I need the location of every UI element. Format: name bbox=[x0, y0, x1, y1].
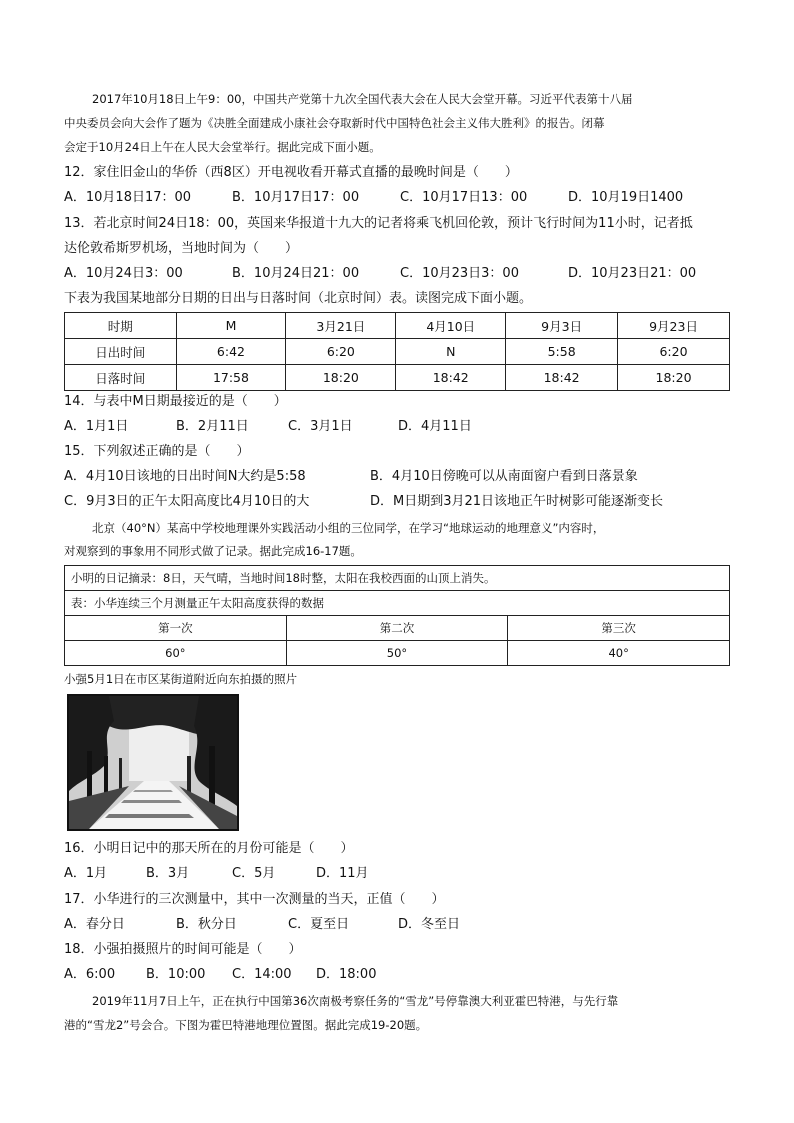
sunrise-sunset-table bbox=[64, 312, 730, 391]
q13-option-c: C．10月23日3：00 bbox=[400, 266, 519, 281]
table1-cell: 17:58 bbox=[176, 365, 286, 391]
q15-option-a: A．4月10日该地的日出时间N大约是5:58 bbox=[64, 469, 306, 484]
diary-excerpt: 小明的日记摘录：8日，天气晴，当地时间18时整，太阳在我校西面的山顶上消失。 bbox=[65, 566, 730, 591]
q13-option-d: D．10月23日21：00 bbox=[568, 266, 697, 281]
q15-option-b: B．4月10日傍晚可以从南面窗户看到日落景象 bbox=[370, 469, 638, 484]
table1-row-sunrise bbox=[65, 339, 730, 365]
q16-option-c: C．5月 bbox=[232, 866, 276, 881]
table1-row-sunset bbox=[65, 365, 730, 391]
table1-cell: 6:20 bbox=[286, 339, 396, 365]
q18-stem: 18．小强拍摄照片的时间可能是（ ） bbox=[64, 942, 302, 957]
table1-cell: 18:42 bbox=[506, 365, 618, 391]
table1-cell: 日出时间 bbox=[65, 339, 177, 365]
q18-option-d: D．18:00 bbox=[316, 967, 377, 982]
q15-option-c: C．9月3日的正午太阳高度比4月10日的大 bbox=[64, 494, 310, 509]
table1-cell: 5:58 bbox=[506, 339, 618, 365]
q12-stem: 12．家住旧金山的华侨（西8区）开电视收看开幕式直播的最晚时间是（ ） bbox=[64, 165, 518, 180]
q15-option-d: D．M日期到3月21日该地正午时树影可能逐渐变长 bbox=[370, 494, 664, 509]
q17-option-c: C．夏至日 bbox=[288, 917, 350, 932]
q16-option-d: D．11月 bbox=[316, 866, 369, 881]
q12-option-d: D．10月19日1400 bbox=[568, 190, 684, 205]
table1-header-cell: 4月10日 bbox=[396, 313, 506, 339]
table2-value-cell: 60° bbox=[65, 641, 287, 666]
q13-stem-line2: 达伦敦希斯罗机场，当地时间为（ ） bbox=[64, 241, 299, 256]
q14-option-b: B．2月11日 bbox=[176, 419, 249, 434]
table1-intro: 下表为我国某地部分日期的日出与日落时间（北京时间）表。读图完成下面小题。 bbox=[64, 291, 533, 306]
street-photo-image bbox=[69, 696, 237, 829]
q17-option-a: A．春分日 bbox=[64, 917, 125, 932]
table1-header-cell: M bbox=[176, 313, 286, 339]
table1-cell: 18:20 bbox=[286, 365, 396, 391]
intro3-line1: 2019年11月7日上午，正在执行中国第36次南极考察任务的“雪龙”号停靠澳大利亚霍巴特港，与先行靠 bbox=[92, 994, 619, 1008]
q14-option-a: A．1月1日 bbox=[64, 419, 129, 434]
table2-value-cell: 40° bbox=[508, 641, 730, 666]
intro1-line3: 会定于10月24日上午在人民大会堂举行。据此完成下面小题。 bbox=[64, 140, 381, 154]
intro3-line2: 港的“雪龙2”号会合。下图为霍巴特港地理位置图。据此完成19-20题。 bbox=[64, 1018, 428, 1032]
table2-caption: 表：小华连续三个月测量正午太阳高度获得的数据 bbox=[65, 591, 730, 616]
table1-cell: 18:20 bbox=[618, 365, 730, 391]
table1-header-cell: 3月21日 bbox=[286, 313, 396, 339]
table1-cell: 18:42 bbox=[396, 365, 506, 391]
q14-option-d: D．4月11日 bbox=[398, 419, 472, 434]
table2-value-cell: 50° bbox=[286, 641, 508, 666]
intro2-line1: 北京（40°N）某高中学校地理课外实践活动小组的三位同学，在学习“地球运动的地理意义”内容时， bbox=[92, 521, 605, 535]
street-photo bbox=[67, 694, 239, 831]
q12-option-c: C．10月17日13：00 bbox=[400, 190, 528, 205]
q13-option-b: B．10月24日21：00 bbox=[232, 266, 360, 281]
q12-option-a: A．10月18日17：00 bbox=[64, 190, 192, 205]
q15-stem: 15．下列叙述正确的是（ ） bbox=[64, 444, 250, 459]
table1-header-cell: 时期 bbox=[65, 313, 177, 339]
table1-cell: 6:42 bbox=[176, 339, 286, 365]
observation-table bbox=[64, 565, 730, 666]
intro1-line1: 2017年10月18日上午9：00，中国共产党第十九次全国代表大会在人民大会堂开幕。习近平代表第十八届 bbox=[92, 92, 633, 106]
q12-option-b: B．10月17日17：00 bbox=[232, 190, 360, 205]
q17-stem: 17．小华进行的三次测量中，其中一次测量的当天，正值（ ） bbox=[64, 892, 445, 907]
table1-cell: 6:20 bbox=[618, 339, 730, 365]
q16-stem: 16．小明日记中的那天所在的月份可能是（ ） bbox=[64, 841, 354, 856]
table1-header-cell: 9月23日 bbox=[618, 313, 730, 339]
table2-header-cell: 第一次 bbox=[65, 616, 287, 641]
q13-stem-line1: 13．若北京时间24日18：00，英国来华报道十九大的记者将乘飞机回伦敦，预计飞行时间为11小时，记者抵 bbox=[64, 216, 693, 231]
intro2-line2: 对观察到的事象用不同形式做了记录。据此完成16-17题。 bbox=[64, 544, 362, 558]
table2-header-cell: 第二次 bbox=[286, 616, 508, 641]
table2-header-cell: 第三次 bbox=[508, 616, 730, 641]
q16-option-b: B．3月 bbox=[146, 866, 190, 881]
table1-header-cell: 9月3日 bbox=[506, 313, 618, 339]
q17-option-d: D．冬至日 bbox=[398, 917, 461, 932]
q17-option-b: B．秋分日 bbox=[176, 917, 237, 932]
photo-caption: 小强5月1日在市区某街道附近向东拍摄的照片 bbox=[64, 672, 298, 686]
q14-stem: 14．与表中M日期最接近的是（ ） bbox=[64, 394, 287, 409]
q18-option-b: B．10:00 bbox=[146, 967, 206, 982]
table1-cell: 日落时间 bbox=[65, 365, 177, 391]
q14-option-c: C．3月1日 bbox=[288, 419, 353, 434]
q18-option-a: A．6:00 bbox=[64, 967, 116, 982]
table1-cell: N bbox=[396, 339, 506, 365]
q18-option-c: C．14:00 bbox=[232, 967, 292, 982]
q13-option-a: A．10月24日3：00 bbox=[64, 266, 183, 281]
intro1-line2: 中央委员会向大会作了题为《决胜全面建成小康社会夺取新时代中国特色社会主义伟大胜利》的报告。闭幕 bbox=[64, 116, 605, 130]
q16-option-a: A．1月 bbox=[64, 866, 108, 881]
